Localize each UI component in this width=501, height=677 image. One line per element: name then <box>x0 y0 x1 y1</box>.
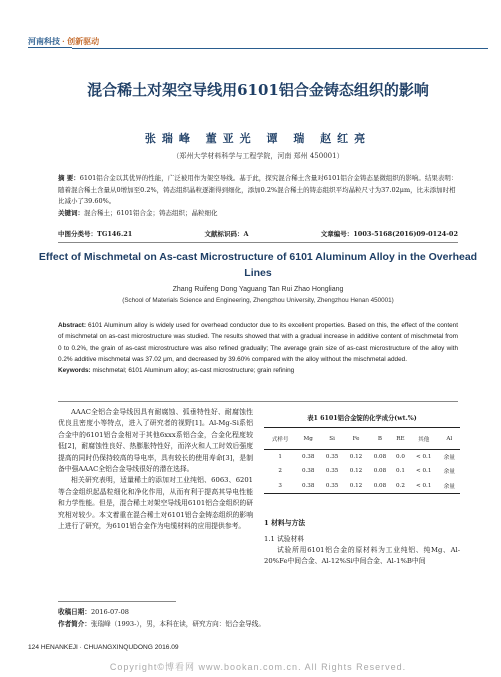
table-header-cell: RE <box>392 428 409 450</box>
divider <box>58 242 458 243</box>
abstract-en <box>58 320 458 376</box>
journal-brand: 河南科技 <box>28 37 60 46</box>
received-label: 收稿日期： <box>58 608 91 616</box>
article-number: 文章编号：1003-5168(2016)09-0124-02 <box>320 230 458 238</box>
table-row <box>264 479 460 494</box>
table-cell: < 0.1 <box>416 468 432 475</box>
composition-table <box>264 427 460 494</box>
table-row <box>264 450 460 465</box>
table-header-cell: Al <box>438 428 460 450</box>
abstract-en-text: 6101 Aluminum alloy is widely used for overhead conductor due to its excellent properties. Based on this, the effect of the content of mischmetal on as-cast microstructure was studied. The results showed that with a gradual increase in additive content of mischmetal from 0 to 0.2%, the grain of as-cast microstructure was also refined gradually; The average grain size of as-cast microstructure of the alloy with 0.2% additive mischmetal was 37.02 μm, and decreased by 39.60% compared with the alloy without the mischmetal added. <box>58 322 458 363</box>
table-cell: 余量 <box>443 455 455 461</box>
table-caption: 表1 6101铝合金锭的化学成分(wt.%) <box>307 415 417 422</box>
table-cell: < 0.1 <box>409 479 438 494</box>
keywords-cn-label: 关键词： <box>58 208 84 217</box>
table-cell: 0.38 <box>301 454 315 460</box>
table-header-cell: Fe <box>344 428 368 450</box>
copyright-watermark: Copyright©博看网 www.bookan.com.cn. All Rights Reserved. <box>109 662 407 672</box>
table-cell: 余量 <box>443 469 455 476</box>
received-date: 2016-07-08 <box>90 608 129 616</box>
intro-paragraph-2: 相关研究表明，适量稀土的添加对工业纯铝、6063、6201等合金组织起晶粒细化和净化作用，从而有利于提高其导电性能和力学性能。但是，混合稀土对架空导线用6101铝合金组织的研究相对较少。本文着重在混合稀土对6101铝合金铸态组织的影响上进行了研究，为6101铝合金作为电缆材料的应用提供参考。 <box>58 476 253 531</box>
authors-en: Zhang Ruifeng Dong Yaguang Tan Rui Zhao Hongliang <box>172 286 344 293</box>
header-accent-bar <box>28 47 72 48</box>
table-cell: 0.38 <box>296 479 320 494</box>
table-row <box>264 464 460 479</box>
table-header-cell: 其他 <box>409 428 438 450</box>
table-header-row <box>264 428 460 450</box>
table-header-cell: Mg <box>296 428 320 450</box>
divider <box>58 401 458 402</box>
table-cell: 0.12 <box>349 468 363 475</box>
authors-cn: 张瑞峰 董亚光 谭 瑞 赵红亮 <box>144 132 372 145</box>
table-cell: 0.08 <box>368 479 392 494</box>
table-cell: 0.0 <box>395 454 405 460</box>
affiliation-en: (School of Materials Science and Engineering, Zhengzhou University, Zhengzhou Henan 450001) <box>122 297 394 304</box>
body-right-paragraph: 试验所用6101铝合金的原材料为工业纯铝、纯Mg、Al-20%Fe中间合金、Al-12%Si中间合金、Al-1%B中间 <box>264 546 460 566</box>
keywords-cn-text: 混合稀土；6101铝合金；铸态组织；晶粒细化 <box>84 208 218 217</box>
affiliation-cn: （郑州大学材料科学与工程学院，河南 郑州 450001） <box>172 152 344 160</box>
table-cell: 2 <box>278 468 282 475</box>
table-cell: 0.35 <box>325 454 339 460</box>
table-cell: 0.12 <box>344 479 368 494</box>
abstract-en-label: Abstract: <box>58 322 87 329</box>
table-cell: 0.08 <box>373 468 387 475</box>
document-code: 文献标识码：A <box>204 230 249 238</box>
keywords-en-label: Keywords: <box>58 367 91 375</box>
header-separator: · <box>62 37 65 46</box>
table-cell: 0.35 <box>320 479 344 494</box>
table-header-cell: B <box>368 428 392 450</box>
table-cell: 0.12 <box>349 454 363 460</box>
table-cell: 1 <box>278 454 282 460</box>
table-cell: 0.38 <box>301 468 315 475</box>
journal-column: 创新驱动 <box>67 37 100 46</box>
keywords-en-text: mischmetal; 6101 Aluminum alloy; as-cast microstructure; grain refining <box>90 367 295 375</box>
table-cell: 3 <box>264 479 296 494</box>
page-footer: 124 HENANKEJI · CHUANGXINQUDONG 2016.09 <box>28 644 179 651</box>
clc-number: 中图分类号：TG146.21 <box>58 230 133 238</box>
footnote <box>58 606 458 630</box>
header-rule <box>72 48 488 49</box>
table-cell: 0.08 <box>373 454 387 460</box>
author-bio-label: 作者简介： <box>58 620 91 628</box>
abstract-cn-text: 6101铝合金以其优异的性能，广泛被用作为架空导线。基于此，探究混合稀土含量对6101铝合金铸态显微组织的影响。结果表明：随着混合稀土含量从0增加至0.2%，铸态组织晶粒逐渐得到细化，添加0.2%混合稀土的铸态组织平均晶粒尺寸为37.02μm，比未添加时相比减小了39.60%。 <box>58 174 458 205</box>
table-cell: 0.35 <box>325 468 339 475</box>
abstract-cn <box>58 173 458 219</box>
body-left-column <box>58 407 253 532</box>
intro-paragraph-1: AAAC全铝合金导线因具有耐腐蚀、弧垂特性好、耐腐蚀性优良且密度小等特点，进入了研究者的视野[1]。Al-Mg-Si系铝合金中的6101铝合金相对于其他6xxx系铝合金，合金化程度较低[2]，耐腐蚀性良好、热膨胀特性好，而淬火和人工时效后强度提高的同时仍保持较高的导电率，具有较长的使用寿命[3]，是制备中强AAAC全铝合金导线很好的潜在选择。 <box>58 408 253 474</box>
journal-header <box>28 36 488 47</box>
table-header-cell: Si <box>320 428 344 450</box>
table-cell: 0.2 <box>392 479 409 494</box>
subsection-heading: 1.1 试验材料 <box>264 535 305 543</box>
abstract-cn-label: 摘 要： <box>58 174 80 182</box>
table-header-cell: 式样号 <box>264 428 296 450</box>
footnote-rule <box>58 601 176 602</box>
table-cell: 0.1 <box>395 468 405 475</box>
section-heading: 1 材料与方法 <box>264 519 306 527</box>
classification-row <box>58 229 458 238</box>
author-bio: 张瑞峰（1993-），男，本科在读，研究方向：铝合金导线。 <box>90 620 265 628</box>
paper-title-en: Effect of Mischmetal on As-cast Microstructure of 6101 Aluminum Alloy in the Overhead Lines <box>38 251 478 279</box>
table-cell: < 0.1 <box>416 454 432 460</box>
table-cell: 余量 <box>438 479 460 494</box>
paper-title-cn: 混合稀土对架空导线用6101铝合金铸态组织的影响 <box>87 81 429 99</box>
